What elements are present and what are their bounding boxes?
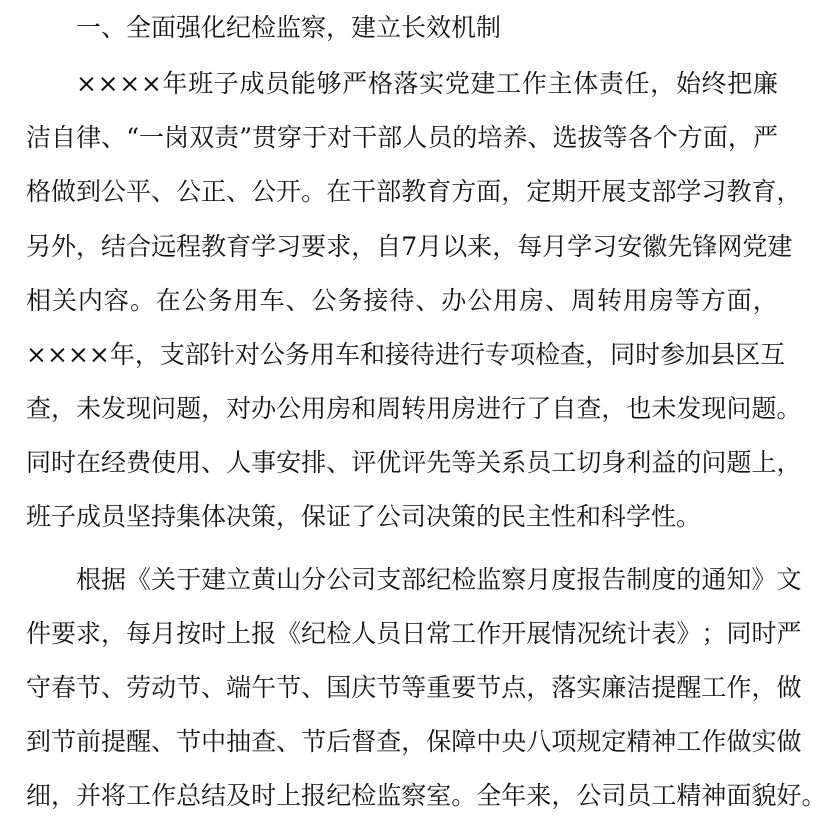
- paragraph-line: 根 据 《 关 于 建 立 黄 山 分 公 司 支 部 纪 检 监 察 月 度 报 告 制 度 的 通 知 》 文: [76, 565, 802, 594]
- paragraph-line: 件 要 求 ， 每 月 按 时 上 报 《 纪 检 人 员 日 常 工 作 开 展 情 况 统 计 表 》 ； 同 时 严: [26, 619, 802, 648]
- paragraph-line: 班子成员坚持集体决策，保证了公司决策的民主性和科学性。: [26, 502, 702, 531]
- paragraph-line: 另 外 ， 结 合 远 程 教 育 学 习 要 求 ， 自 7 月 以 来 ， 每 月 学 习 安 徽 先 锋 网 党 建: [26, 232, 793, 261]
- paragraph-line: 格 做 到 公 平 、 公 正 、 公 开 。 在 干 部 教 育 方 面 ， 定 期 开 展 支 部 学 习 教 育 ，: [26, 177, 802, 206]
- paragraph-line: 同 时 在 经 费 使 用 、 人 事 安 排 、 评 优 评 先 等 关 系 员 工 切 身 利 益 的 问 题 上 ，: [26, 448, 802, 477]
- paragraph-line: 到 节 前 提 醒 、 节 中 抽 查 、 节 后 督 查 ， 保 障 中 央 八 项 规 定 精 神 工 作 做 实 做: [26, 727, 802, 756]
- paragraph-line: × × × × 年 ， 支 部 针 对 公 务 用 车 和 接 待 进 行 专 项 检 查 ， 同 时 参 加 县 区 互: [26, 340, 786, 369]
- paragraph-line: 细 ， 并 将 工 作 总 结 及 时 上 报 纪 检 监 察 室 。 全 年 来 ， 公 司 员 工 精 神 面 貌 好 。: [26, 781, 827, 810]
- paragraph-line: 守 春 节 、 劳 动 节 、 端 午 节 、 国 庆 节 等 重 要 节 点 ， 落 实 廉 洁 提 醒 工 作 ， 做: [26, 673, 802, 702]
- paragraph-line: 查 ， 未 发 现 问 题 ， 对 办 公 用 房 和 周 转 用 房 进 行 了 自 查 ， 也 未 发 现 问 题 。: [26, 394, 802, 423]
- section-heading: 一、全面强化纪检监察，建立长效机制: [76, 13, 502, 42]
- paragraph-line: × × × × 年 班 子 成 员 能 够 严 格 落 实 党 建 工 作 主 体 责 任 ， 始 终 把 廉: [76, 69, 778, 98]
- paragraph-line: 洁 自 律 、 “ 一 岗 双 责 ” 贯 穿 于 对 干 部 人 员 的 培 养 、 选 拔 等 各 个 方 面 ， 严: [26, 123, 778, 152]
- paragraph-line: 相 关 内 容 。 在 公 务 用 车 、 公 务 接 待 、 办 公 用 房 、 周 转 用 房 等 方 面 ，: [26, 286, 778, 315]
